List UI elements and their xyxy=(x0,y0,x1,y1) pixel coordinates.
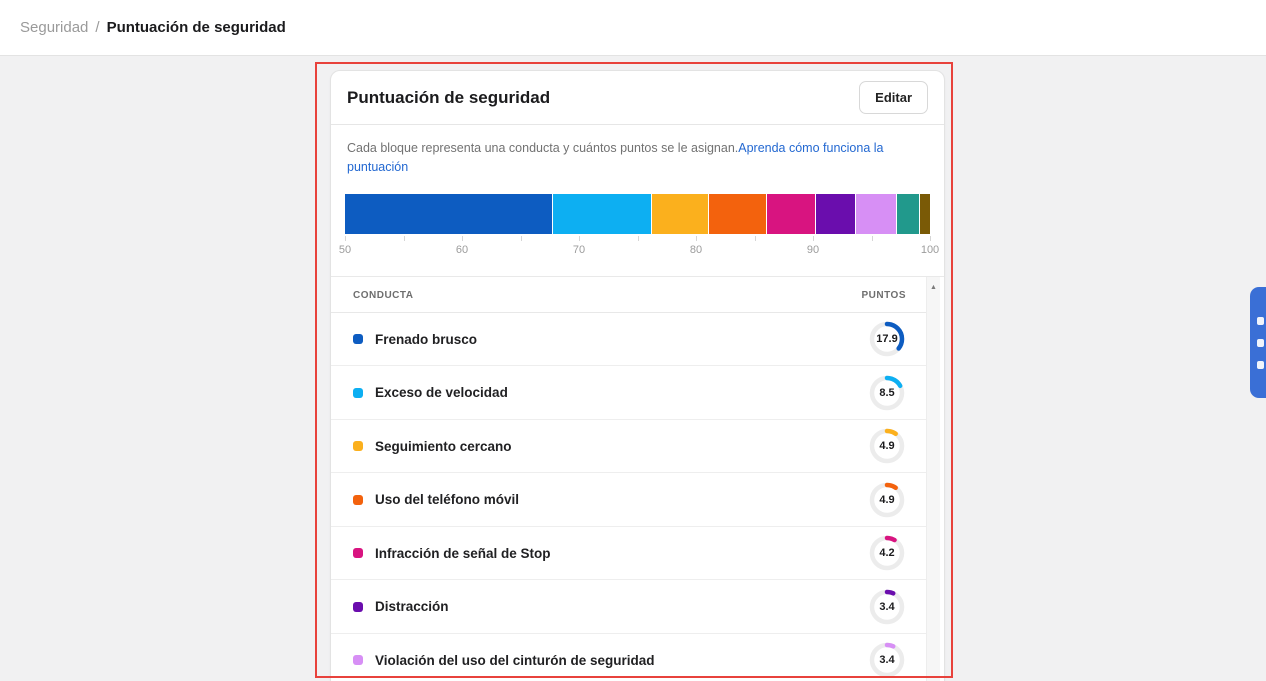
card-description xyxy=(347,139,913,178)
breadcrumb-section[interactable]: Seguridad xyxy=(20,19,89,36)
edit-button[interactable]: Editar xyxy=(859,81,928,114)
axis-tick-label: 100 xyxy=(920,243,940,256)
points-value: 4.2 xyxy=(879,547,895,559)
table-row xyxy=(331,634,926,681)
conduct-table-wrap xyxy=(331,276,944,681)
points-ring xyxy=(868,481,906,519)
axis-major-tick xyxy=(579,236,580,241)
page-content xyxy=(0,56,1266,681)
axis-major-tick xyxy=(696,236,697,241)
feedback-tab-glyph xyxy=(1257,361,1264,369)
bar-segment[interactable] xyxy=(553,194,651,234)
bar-segment[interactable] xyxy=(652,194,709,234)
table-scrollbar[interactable] xyxy=(926,277,940,681)
column-header-conducta: CONDUCTA xyxy=(353,289,414,301)
breadcrumb-separator: / xyxy=(95,19,100,36)
learn-how-link[interactable]: Aprenda cómo funciona la puntuación xyxy=(347,141,884,175)
column-header-puntos: PUNTOS xyxy=(861,289,906,301)
card-header xyxy=(331,71,944,125)
conduct-table xyxy=(331,277,926,681)
axis-minor-tick xyxy=(872,236,873,241)
axis-tick-label: 50 xyxy=(338,243,352,256)
conduct-label: Uso del teléfono móvil xyxy=(375,492,520,507)
feedback-tab-glyph xyxy=(1257,317,1264,325)
scroll-up-arrow-icon[interactable]: ▲ xyxy=(930,283,937,291)
score-axis xyxy=(338,236,940,264)
points-value: 3.4 xyxy=(879,654,895,666)
conduct-color-swatch xyxy=(353,334,363,344)
points-value: 3.4 xyxy=(879,600,895,613)
bar-segment[interactable] xyxy=(920,194,930,234)
axis-minor-tick xyxy=(404,236,405,241)
security-score-card xyxy=(330,70,945,681)
conduct-color-swatch xyxy=(353,388,363,398)
conduct-label: Exceso de velocidad xyxy=(375,385,508,400)
conduct-color-swatch xyxy=(353,495,363,505)
points-ring xyxy=(868,534,906,572)
card-title: Puntuación de seguridad xyxy=(347,87,551,107)
bar-segment[interactable] xyxy=(897,194,919,234)
bar-segment[interactable] xyxy=(345,194,552,234)
description-text: Cada bloque representa una conducta y cuántos puntos se le asignan. xyxy=(347,141,739,155)
axis-major-tick xyxy=(930,236,931,241)
axis-minor-tick xyxy=(755,236,756,241)
conduct-label: Distracción xyxy=(375,599,449,614)
conduct-label: Frenado brusco xyxy=(375,331,478,347)
axis-minor-tick xyxy=(521,236,522,241)
axis-major-tick xyxy=(462,236,463,241)
breadcrumb xyxy=(0,0,1266,56)
axis-major-tick xyxy=(345,236,346,241)
points-value: 4.9 xyxy=(879,493,895,506)
axis-tick-label: 80 xyxy=(689,243,703,256)
points-ring xyxy=(868,427,906,465)
conduct-color-swatch xyxy=(353,655,363,665)
table-row xyxy=(331,580,926,634)
table-header-row xyxy=(331,277,926,313)
axis-tick-label: 90 xyxy=(806,243,820,256)
table-body xyxy=(331,313,926,681)
table-row xyxy=(331,420,926,474)
axis-major-tick xyxy=(813,236,814,241)
conduct-label: Infracción de señal de Stop xyxy=(375,545,551,561)
feedback-tab[interactable] xyxy=(1250,287,1266,398)
table-row xyxy=(331,366,926,420)
table-row xyxy=(331,527,926,581)
bar-segment[interactable] xyxy=(856,194,895,234)
feedback-tab-glyph xyxy=(1257,339,1264,347)
conduct-color-swatch xyxy=(353,548,363,558)
points-ring xyxy=(868,374,906,412)
bar-segment[interactable] xyxy=(816,194,855,234)
points-value: 17.9 xyxy=(876,333,898,345)
breadcrumb-current-page: Puntuación de seguridad xyxy=(106,19,286,36)
conduct-color-swatch xyxy=(353,602,363,612)
points-ring xyxy=(868,588,906,626)
table-row xyxy=(331,313,926,367)
score-stacked-bar xyxy=(345,194,930,234)
axis-minor-tick xyxy=(638,236,639,241)
points-ring xyxy=(868,641,906,679)
bar-segment[interactable] xyxy=(709,194,766,234)
bar-segment[interactable] xyxy=(767,194,815,234)
axis-tick-label: 60 xyxy=(455,243,469,256)
conduct-label: Seguimiento cercano xyxy=(375,438,512,454)
axis-tick-label: 70 xyxy=(572,243,586,256)
conduct-color-swatch xyxy=(353,441,363,451)
conduct-label: Violación del uso del cinturón de seguridad xyxy=(375,652,655,668)
points-ring xyxy=(868,320,906,358)
table-row xyxy=(331,473,926,527)
points-value: 4.9 xyxy=(879,440,895,452)
points-value: 8.5 xyxy=(879,386,895,399)
